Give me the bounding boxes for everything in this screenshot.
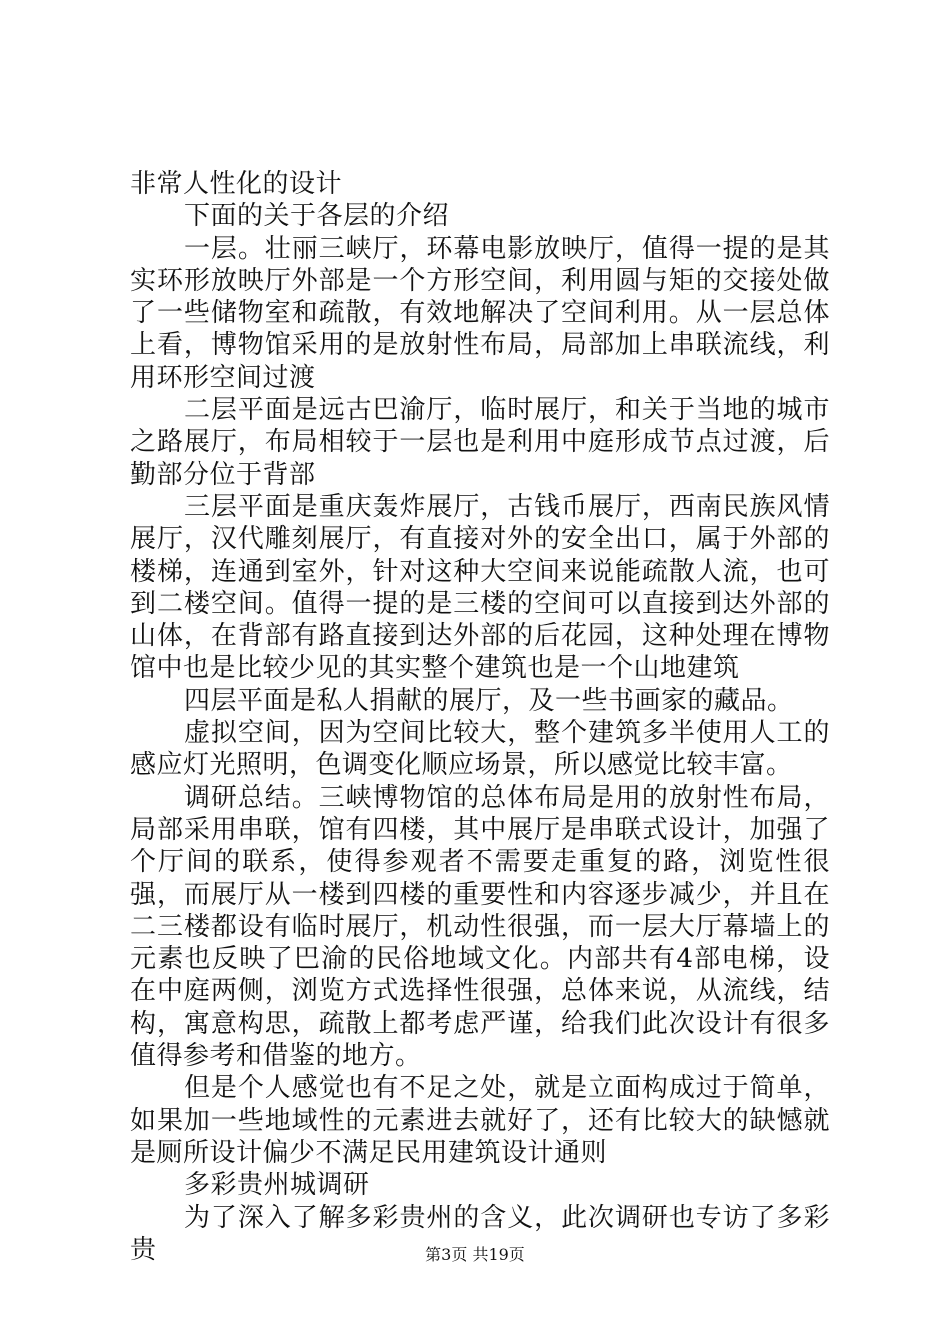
paragraph: 二层平面是远古巴渝厅，临时展厅，和关于当地的城市之路展厅，布局相较于一层也是利用中庭形成节点过渡，后勤部分位于背部 [130, 395, 830, 490]
paragraph: 非常人性化的设计 [130, 169, 343, 199]
paragraph: 下面的关于各层的介绍 [184, 201, 450, 232]
paragraph: 三层平面是重庆轰炸展厅，古钱币展厅，西南民族风情展厅，汉代雕刻展厅，有直接对外的安全出口，属于外部的楼梯，连通到室外，针对这种大空间来说能疏散人流，也可到二楼空间。值得一提的是三楼的空间可以直接到达外部的山体，在背部有路直接到达外部的后花园，这种处理在博物馆中也是比较少见的其实整个建筑也是一个山地建筑 [130, 491, 830, 684]
paragraph: 虚拟空间，因为空间比较大，整个建筑多半使用人工的感应灯光照明，色调变化顺应场景，所以感觉比较丰富。 [130, 718, 830, 781]
paragraph: 但是个人感觉也有不足之处，就是立面构成过于简单，如果加一些地域性的元素进去就好了，还有比较大的缺憾就是厕所设计偏少不满足民用建筑设计通则 [130, 1073, 830, 1168]
paragraph: 为了深入了解多彩贵州的含义，此次调研也专访了多彩贵 [130, 1202, 830, 1265]
paragraph: 四层平面是私人捐献的展厅，及一些书画家的藏品。 [184, 685, 794, 716]
page-number-footer: 第3页 共19页 [425, 1245, 525, 1264]
document-body [130, 168, 830, 1266]
paragraph: 一层。壮丽三峡厅，环幕电影放映厅，值得一提的是其实环形放映厅外部是一个方形空间，利用圆与矩的交接处做了一些储物室和疏散，有效地解决了空间利用。从一层总体上看，博物馆采用的是放射性布局，局部加上串联流线，利用环形空间过渡 [130, 233, 830, 393]
paragraph: 调研总结。三峡博物馆的总体布局是用的放射性布局，局部采用串联，馆有四楼，其中展厅是串联式设计，加强了个厅间的联系，使得参观者不需要走重复的路，浏览性很强，而展厅从一楼到四楼的重要性和内容逐步减少，并且在二三楼都设有临时展厅，机动性很强，而一层大厅幕墙上的元素也反映了巴渝的民俗地域文化。内部共有4部电梯，设在中庭两侧，浏览方式选择性很强，总体来说，从流线，结构，寓意构思，疏散上都考虑严谨，给我们此次设计有很多值得参考和借鉴的地方。 [130, 782, 830, 1072]
paragraph: 多彩贵州城调研 [184, 1170, 370, 1201]
